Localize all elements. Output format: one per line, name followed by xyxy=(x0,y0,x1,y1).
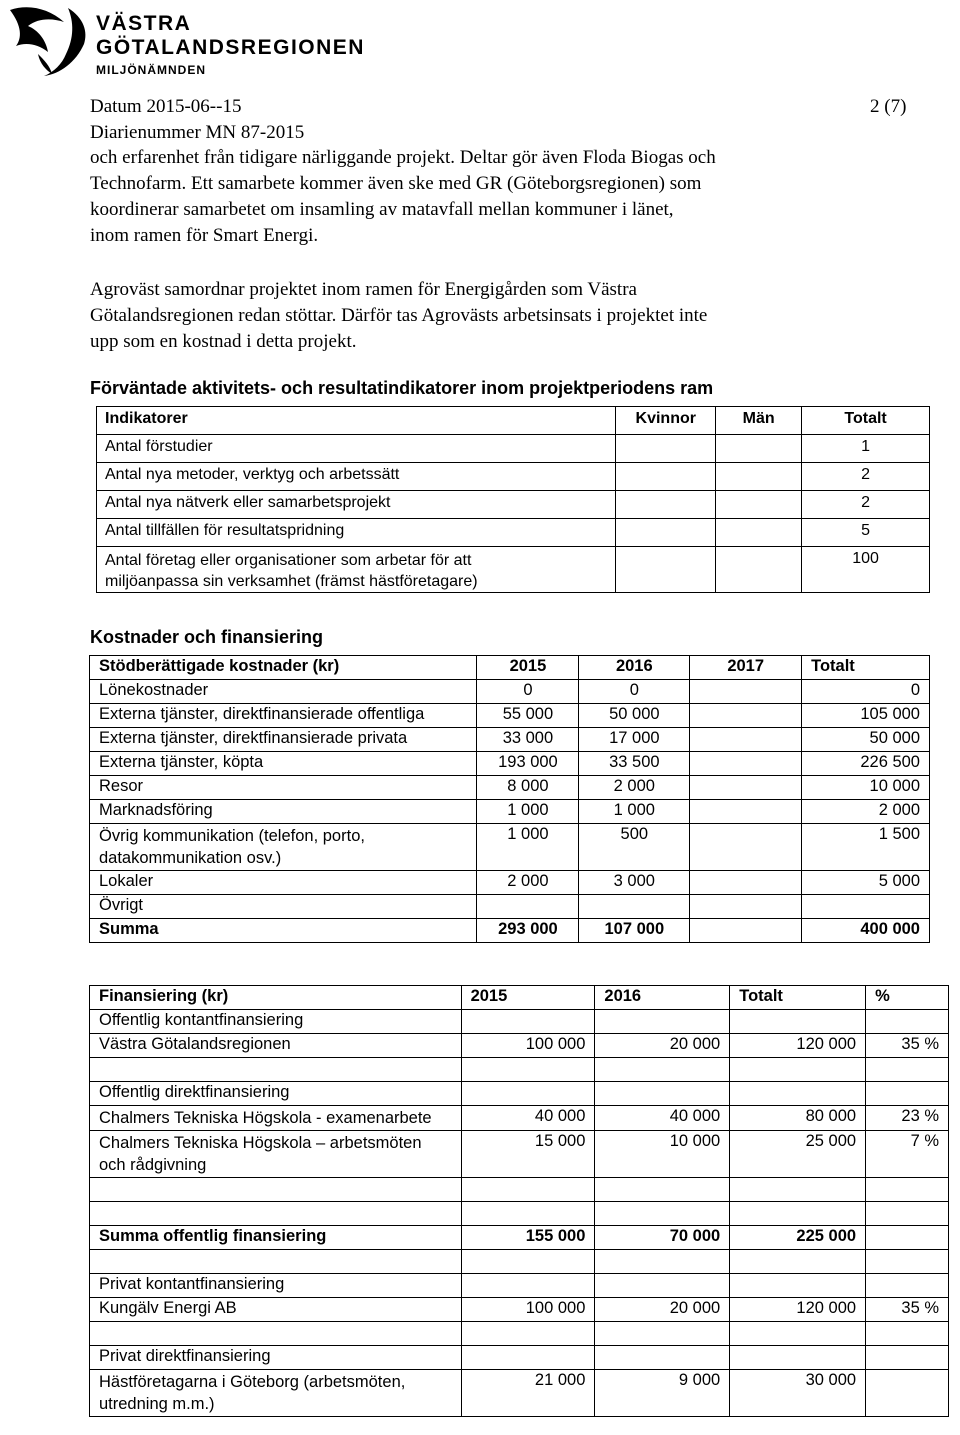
costs-table xyxy=(89,655,930,943)
organization-logo xyxy=(8,4,368,78)
page-number: 2 (7) xyxy=(870,96,907,117)
cost-label: Summa xyxy=(90,919,477,943)
financing-2016 xyxy=(595,1082,730,1106)
cost-2017 xyxy=(690,800,802,824)
cost-2015: 2 000 xyxy=(477,871,579,895)
women-cell xyxy=(616,491,716,519)
cost-2015: 8 000 xyxy=(477,776,579,800)
financing-2015: 100 000 xyxy=(461,1034,595,1058)
indicator-label: Antal tillfällen för resultatspridning xyxy=(97,519,616,547)
table-row xyxy=(90,1202,949,1226)
financing-total: 120 000 xyxy=(730,1034,866,1058)
women-cell xyxy=(616,547,716,593)
cost-2016: 50 000 xyxy=(579,704,690,728)
table-row xyxy=(90,1131,949,1178)
cost-2016: 0 xyxy=(579,680,690,704)
financing-label: Chalmers Tekniska Högskola – arbetsmöten och rådgivning xyxy=(90,1131,462,1178)
financing-2016 xyxy=(595,1346,730,1370)
cost-total: 1 500 xyxy=(802,824,930,871)
financing-percent xyxy=(866,1010,949,1034)
table-row xyxy=(90,1370,949,1417)
table-total-row xyxy=(90,919,930,943)
cost-total: 50 000 xyxy=(802,728,930,752)
table-row xyxy=(90,752,930,776)
table-row xyxy=(97,547,930,593)
column-header: Stödberättigade kostnader (kr) xyxy=(90,656,477,680)
paragraph-line: och erfarenhet från tidigare närliggande projekt. Deltar gör även Floda Biogas och xyxy=(90,147,716,168)
indicators-table xyxy=(96,406,930,593)
financing-percent xyxy=(866,1082,949,1106)
paragraph-2 xyxy=(90,277,890,355)
table-row xyxy=(90,776,930,800)
financing-2016: 20 000 xyxy=(595,1034,730,1058)
financing-2015 xyxy=(461,1082,595,1106)
financing-2015 xyxy=(461,1202,595,1226)
financing-total: 30 000 xyxy=(730,1370,866,1417)
column-header: 2016 xyxy=(595,986,730,1010)
financing-label xyxy=(90,1250,462,1274)
cost-label: Marknadsföring xyxy=(90,800,477,824)
women-cell xyxy=(616,463,716,491)
financing-percent xyxy=(866,1250,949,1274)
financing-total xyxy=(730,1250,866,1274)
indicators-heading: Förväntade aktivitets- och resultatindikatorer inom projektperiodens ram xyxy=(90,378,714,398)
cost-2016: 33 500 xyxy=(579,752,690,776)
cost-2017 xyxy=(690,728,802,752)
logo-line-3: MILJÖNÄMNDEN xyxy=(96,63,206,77)
paragraph-line: koordinerar samarbetet om insamling av matavfall mellan kommuner i länet, xyxy=(90,199,674,220)
paragraph-line: inom ramen för Smart Energi. xyxy=(90,225,319,246)
financing-total xyxy=(730,1178,866,1202)
cost-2015: 293 000 xyxy=(477,919,579,943)
table-row xyxy=(97,491,930,519)
cost-label: Resor xyxy=(90,776,477,800)
financing-percent xyxy=(866,1226,949,1250)
column-header: Män xyxy=(716,407,802,435)
table-row xyxy=(90,1058,949,1082)
financing-percent xyxy=(866,1370,949,1417)
financing-2016: 40 000 xyxy=(595,1106,730,1131)
financing-2015 xyxy=(461,1346,595,1370)
table-row xyxy=(90,1010,949,1034)
table-row xyxy=(90,800,930,824)
cost-2017 xyxy=(690,776,802,800)
financing-total xyxy=(730,1322,866,1346)
financing-2015 xyxy=(461,1322,595,1346)
table-row xyxy=(97,463,930,491)
financing-2016: 70 000 xyxy=(595,1226,730,1250)
financing-label xyxy=(90,1178,462,1202)
cost-2016: 2 000 xyxy=(579,776,690,800)
financing-total xyxy=(730,1058,866,1082)
financing-2015 xyxy=(461,1010,595,1034)
financing-table xyxy=(89,985,949,1417)
costs-heading: Kostnader och finansiering xyxy=(90,627,324,647)
financing-total: 80 000 xyxy=(730,1106,866,1131)
column-header: Indikatorer xyxy=(97,407,616,435)
table-header-row xyxy=(90,656,930,680)
women-cell xyxy=(616,519,716,547)
cost-total xyxy=(802,895,930,919)
financing-label xyxy=(90,1058,462,1082)
cost-label: Externa tjänster, direktfinansierade offentliga xyxy=(90,704,477,728)
table-row xyxy=(90,1298,949,1322)
cost-2016: 3 000 xyxy=(579,871,690,895)
financing-total: 25 000 xyxy=(730,1131,866,1178)
table-row xyxy=(90,1250,949,1274)
table-row xyxy=(90,895,930,919)
column-header: % xyxy=(866,986,949,1010)
cost-2017 xyxy=(690,680,802,704)
column-header: 2017 xyxy=(690,656,802,680)
financing-2015: 155 000 xyxy=(461,1226,595,1250)
paragraph-line: Technofarm. Ett samarbete kommer även ske med GR (Göteborgsregionen) som xyxy=(90,173,702,194)
cost-total: 226 500 xyxy=(802,752,930,776)
financing-label: Västra Götalandsregionen xyxy=(90,1034,462,1058)
cost-total: 0 xyxy=(802,680,930,704)
women-cell xyxy=(616,435,716,463)
financing-2016 xyxy=(595,1322,730,1346)
men-cell xyxy=(716,491,802,519)
financing-2016 xyxy=(595,1058,730,1082)
financing-label: Summa offentlig finansiering xyxy=(90,1226,462,1250)
cost-2017 xyxy=(690,752,802,776)
logo-line-1: VÄSTRA xyxy=(96,12,192,35)
cost-2017 xyxy=(690,704,802,728)
financing-2016: 20 000 xyxy=(595,1298,730,1322)
table-row xyxy=(90,728,930,752)
financing-2016 xyxy=(595,1202,730,1226)
financing-total: 120 000 xyxy=(730,1298,866,1322)
table-row xyxy=(97,519,930,547)
table-total-row xyxy=(90,1226,949,1250)
financing-percent xyxy=(866,1178,949,1202)
financing-label: Offentlig direktfinansiering xyxy=(90,1082,462,1106)
financing-2016 xyxy=(595,1178,730,1202)
cost-2017 xyxy=(690,895,802,919)
column-header: 2015 xyxy=(461,986,595,1010)
financing-label: Kungälv Energi AB xyxy=(90,1298,462,1322)
paragraph-line: Agroväst samordnar projektet inom ramen för Energigården som Västra xyxy=(90,279,637,300)
table-row xyxy=(90,704,930,728)
men-cell xyxy=(716,519,802,547)
cost-2015: 193 000 xyxy=(477,752,579,776)
financing-2015: 100 000 xyxy=(461,1298,595,1322)
financing-percent: 35 % xyxy=(866,1298,949,1322)
indicator-label: Antal nya nätverk eller samarbetsprojekt xyxy=(97,491,616,519)
cost-label: Externa tjänster, köpta xyxy=(90,752,477,776)
financing-2015 xyxy=(461,1274,595,1298)
table-row xyxy=(90,1178,949,1202)
table-row xyxy=(90,1106,949,1131)
column-header: Totalt xyxy=(802,407,930,435)
table-row xyxy=(90,1082,949,1106)
men-cell xyxy=(716,435,802,463)
cost-total: 400 000 xyxy=(802,919,930,943)
cost-2016: 107 000 xyxy=(579,919,690,943)
total-cell: 2 xyxy=(802,463,930,491)
indicator-label: Antal nya metoder, verktyg och arbetssätt xyxy=(97,463,616,491)
column-header: Totalt xyxy=(730,986,866,1010)
financing-2015 xyxy=(461,1058,595,1082)
total-cell: 1 xyxy=(802,435,930,463)
paragraph-line: Götalandsregionen redan stöttar. Därför tas Agrovästs arbetsinsats i projektet inte xyxy=(90,305,708,326)
column-header: Totalt xyxy=(802,656,930,680)
indicator-label: Antal företag eller organisationer som arbetar för att miljöanpassa sin verksamhet (främst hästföretagare) xyxy=(97,547,616,593)
cost-2015: 33 000 xyxy=(477,728,579,752)
cost-2015: 55 000 xyxy=(477,704,579,728)
financing-2016: 9 000 xyxy=(595,1370,730,1417)
cost-total: 105 000 xyxy=(802,704,930,728)
column-header: 2015 xyxy=(477,656,579,680)
region-emblem-icon xyxy=(8,4,90,76)
men-cell xyxy=(716,547,802,593)
cost-label: Övrig kommunikation (telefon, porto, datakommunikation osv.) xyxy=(90,824,477,871)
indicator-label: Antal förstudier xyxy=(97,435,616,463)
cost-2017 xyxy=(690,871,802,895)
total-cell: 100 xyxy=(802,547,930,593)
financing-total xyxy=(730,1346,866,1370)
financing-2015: 15 000 xyxy=(461,1131,595,1178)
men-cell xyxy=(716,463,802,491)
cost-2015: 0 xyxy=(477,680,579,704)
table-row xyxy=(90,1322,949,1346)
table-row xyxy=(90,871,930,895)
cost-2015: 1 000 xyxy=(477,824,579,871)
financing-label xyxy=(90,1322,462,1346)
financing-percent xyxy=(866,1058,949,1082)
cost-label: Lokaler xyxy=(90,871,477,895)
financing-total: 225 000 xyxy=(730,1226,866,1250)
paragraph-line: upp som en kostnad i detta projekt. xyxy=(90,331,357,352)
logo-line-2: GÖTALANDSREGIONEN xyxy=(96,36,365,59)
cost-label: Externa tjänster, direktfinansierade privata xyxy=(90,728,477,752)
cost-2016: 17 000 xyxy=(579,728,690,752)
financing-percent xyxy=(866,1322,949,1346)
cost-2015: 1 000 xyxy=(477,800,579,824)
financing-2015: 40 000 xyxy=(461,1106,595,1131)
financing-2016: 10 000 xyxy=(595,1131,730,1178)
cost-total: 5 000 xyxy=(802,871,930,895)
table-header-row xyxy=(97,407,930,435)
table-row xyxy=(90,1274,949,1298)
column-header: Finansiering (kr) xyxy=(90,986,462,1010)
cost-label: Lönekostnader xyxy=(90,680,477,704)
table-row xyxy=(97,435,930,463)
cost-total: 2 000 xyxy=(802,800,930,824)
financing-percent xyxy=(866,1346,949,1370)
financing-2015 xyxy=(461,1250,595,1274)
financing-total xyxy=(730,1274,866,1298)
cost-2016 xyxy=(579,895,690,919)
cost-2017 xyxy=(690,824,802,871)
financing-2016 xyxy=(595,1010,730,1034)
cost-label: Övrigt xyxy=(90,895,477,919)
financing-label: Privat kontantfinansiering xyxy=(90,1274,462,1298)
cost-2015 xyxy=(477,895,579,919)
financing-2016 xyxy=(595,1274,730,1298)
financing-label: Hästföretagarna i Göteborg (arbetsmöten, utredning m.m.) xyxy=(90,1370,462,1417)
table-header-row xyxy=(90,986,949,1010)
financing-2015: 21 000 xyxy=(461,1370,595,1417)
document-date: Datum 2015-06--15 xyxy=(90,96,242,117)
financing-percent xyxy=(866,1274,949,1298)
financing-total xyxy=(730,1202,866,1226)
financing-2015 xyxy=(461,1178,595,1202)
financing-2016 xyxy=(595,1250,730,1274)
financing-total xyxy=(730,1082,866,1106)
cost-2017 xyxy=(690,919,802,943)
table-row xyxy=(90,824,930,871)
financing-percent xyxy=(866,1202,949,1226)
diary-number: Diarienummer MN 87-2015 xyxy=(90,122,305,143)
table-row xyxy=(90,1034,949,1058)
financing-percent: 35 % xyxy=(866,1034,949,1058)
total-cell: 2 xyxy=(802,491,930,519)
cost-total: 10 000 xyxy=(802,776,930,800)
column-header: Kvinnor xyxy=(616,407,716,435)
total-cell: 5 xyxy=(802,519,930,547)
column-header: 2016 xyxy=(579,656,690,680)
financing-total xyxy=(730,1010,866,1034)
table-row xyxy=(90,1346,949,1370)
financing-label: Privat direktfinansiering xyxy=(90,1346,462,1370)
financing-label xyxy=(90,1202,462,1226)
financing-label: Chalmers Tekniska Högskola - examenarbete xyxy=(90,1106,462,1131)
paragraph-1 xyxy=(90,145,890,249)
cost-2016: 500 xyxy=(579,824,690,871)
financing-percent: 7 % xyxy=(866,1131,949,1178)
financing-label: Offentlig kontantfinansiering xyxy=(90,1010,462,1034)
financing-percent: 23 % xyxy=(866,1106,949,1131)
cost-2016: 1 000 xyxy=(579,800,690,824)
table-row xyxy=(90,680,930,704)
